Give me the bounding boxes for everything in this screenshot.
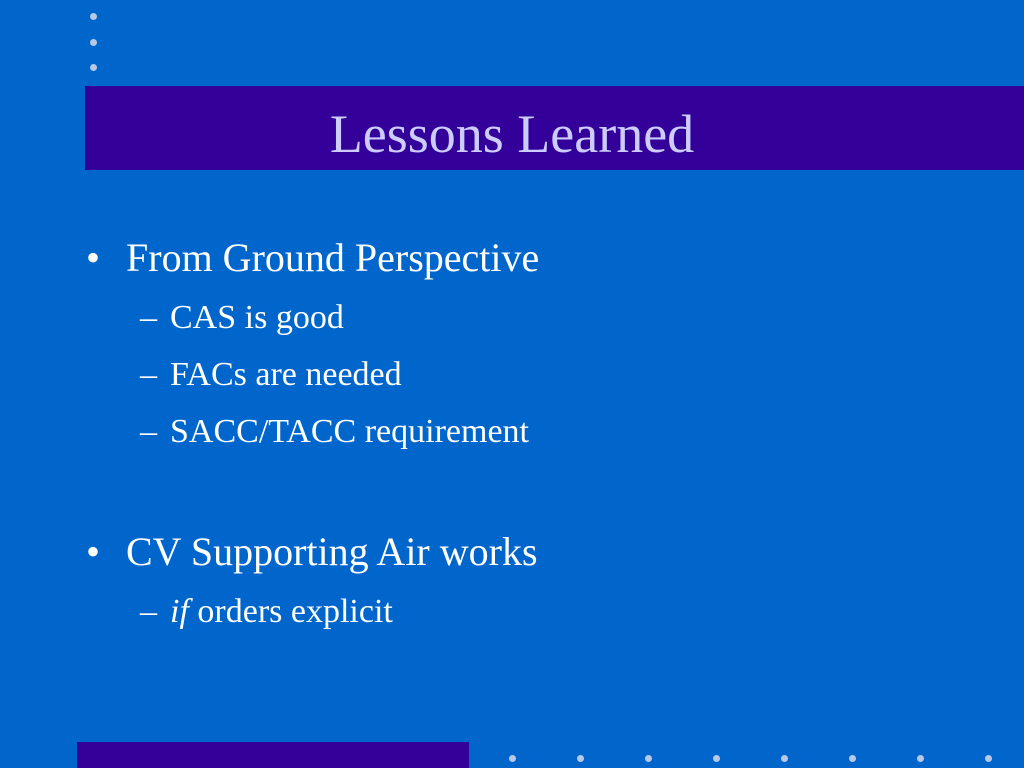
sub-bullet-marker: –: [140, 299, 157, 336]
decor-dot: [577, 755, 584, 762]
bullet-item: [86, 528, 538, 576]
sub-bullet-item: [140, 592, 393, 632]
bullet-marker: •: [86, 235, 101, 280]
sub-bullet-marker: –: [140, 356, 157, 393]
decor-dot: [645, 755, 652, 762]
sub-bullet-text: SACC/TACC requirement: [170, 413, 529, 450]
sub-bullet-item: [140, 355, 402, 395]
bullet-item: [86, 234, 539, 282]
decor-dot: [985, 755, 992, 762]
decor-dot: [781, 755, 788, 762]
slide-title: Lessons Learned: [329, 104, 695, 164]
sub-bullet-item: [140, 412, 529, 452]
footer-bar: [77, 742, 469, 768]
bullet-text: CV Supporting Air works: [126, 529, 538, 574]
decor-dot: [849, 755, 856, 762]
decor-dot: [90, 64, 97, 71]
decor-dot: [90, 13, 97, 20]
sub-bullet-text: CAS is good: [170, 299, 344, 336]
sub-bullet-text: orders explicit: [188, 593, 393, 630]
decor-dot: [917, 755, 924, 762]
decor-dot: [509, 755, 516, 762]
sub-bullet-marker: –: [140, 413, 157, 450]
decor-dot: [713, 755, 720, 762]
bullet-marker: •: [86, 529, 101, 574]
sub-bullet-text: FACs are needed: [170, 356, 402, 393]
decor-dot: [90, 39, 97, 46]
bullet-text: From Ground Perspective: [126, 235, 540, 280]
sub-bullet-marker: –: [140, 593, 157, 630]
sub-bullet-item: [140, 298, 344, 338]
title-bar: [85, 86, 1024, 170]
sub-bullet-emphasis: if: [170, 593, 189, 630]
